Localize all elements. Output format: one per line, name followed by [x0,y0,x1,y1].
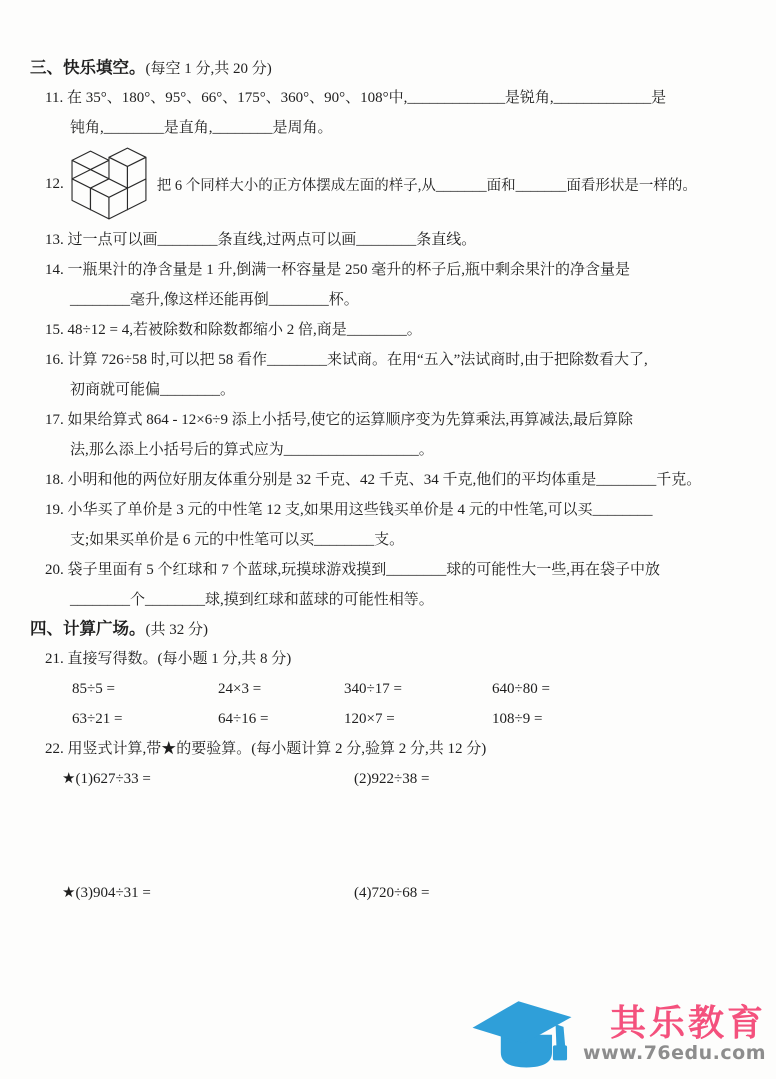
question-13-line: 13. 过一点可以画________条直线,过两点可以画________条直线。 [45,232,477,248]
vertical-calc-expression: ★(3)904÷31 = [62,885,151,901]
question-12-text: 把 6 个同样大小的正方体摆成左面的样子,从_______面和_______面看形状是一样的。 [156,177,697,194]
publisher-text-block [583,1002,766,1064]
question-22-row-1 [0,764,776,794]
question-15 [0,315,776,345]
question-15-line: 15. 48÷12 = 4,若被除数和除数都缩小 2 倍,商是________。 [45,322,422,338]
section-3-title [0,54,776,83]
question-21-header [0,644,776,674]
question-22-header-line: 22. 用竖式计算,带★的要验算。(每小题计算 2 分,验算 2 分,共 12 分) [45,741,487,757]
question-22-header [0,734,776,764]
question-19-line: 支;如果买单价是 6 元的中性笔可以买________支。 [70,532,405,548]
mental-math-expression: 340÷17 = [344,681,402,697]
mental-math-expression: 24×3 = [218,681,262,697]
mental-math-expression: 120×7 = [344,711,395,727]
question-20-line: 20. 袋子里面有 5 个红球和 7 个蓝球,玩摸球游戏摸到________球的可能性大一些,再在袋子中放 [45,562,661,578]
question-16-line: 16. 计算 726÷58 时,可以把 58 看作________来试商。在用“五入”法试商时,由于把除数看大了, [45,352,648,368]
question-19 [0,495,776,555]
section-4-title [0,615,776,644]
question-21-expressions [0,674,776,734]
vertical-calc-expression: ★(1)627÷33 = [62,771,151,787]
question-14-line: 14. 一瓶果汁的净含量是 1 升,倒满一杯容量是 250 毫升的杯子后,瓶中剩余果汁的净含量是 [45,262,631,278]
section-3-title-note: (每空 1 分,共 20 分) [145,61,272,77]
mental-math-expression: 63÷21 = [72,711,123,727]
question-18-line: 18. 小明和他的两位好朋友体重分别是 32 千克、42 千克、34 千克,他们的平均体重是________千克。 [45,472,702,488]
section-4-title-main: 四、计算广场。 [30,620,146,638]
cube-stack-figure [69,145,151,223]
publisher-logo [469,991,766,1075]
question-11-line: 11. 在 35°、180°、95°、66°、175°、360°、90°、108°中,_____________是锐角,_____________是 [45,90,667,106]
working-space [0,794,776,878]
question-14-line: ________毫升,像这样还能再倒________杯。 [70,292,359,308]
mental-math-expression: 640÷80 = [492,681,550,697]
question-16 [0,345,776,405]
question-17-line: 法,那么添上小括号后的算式应为__________________。 [70,442,434,458]
question-14 [0,255,776,315]
publisher-url: www.76edu.com [583,1042,766,1065]
question-18 [0,465,776,495]
question-22-row-2 [0,878,776,908]
question-20 [0,555,776,615]
question-13 [0,225,776,255]
question-11 [0,83,776,143]
question-12 [0,145,776,223]
mental-math-expression: 85÷5 = [72,681,115,697]
vertical-calc-expression: (2)922÷38 = [354,771,430,787]
mental-math-expression: 108÷9 = [492,711,543,727]
vertical-calc-expression: (4)720÷68 = [354,885,430,901]
section-3-title-main: 三、快乐填空。 [30,59,146,77]
question-21-header-line: 21. 直接写得数。(每小题 1 分,共 8 分) [45,651,292,667]
mental-math-expression: 64÷16 = [218,711,269,727]
publisher-name: 其乐教育 [609,1001,766,1043]
section-4-title-note: (共 32 分) [145,622,208,638]
question-11-line: 钝角,________是直角,________是周角。 [70,120,333,136]
question-17-line: 17. 如果给算式 864 - 12×6÷9 添上小括号,使它的运算顺序变为先算乘法,再算减法,最后算除 [45,412,633,428]
question-20-line: ________个________球,摸到红球和蓝球的可能性相等。 [70,592,434,608]
question-17 [0,405,776,465]
question-19-line: 19. 小华买了单价是 3 元的中性笔 12 支,如果用这些钱买单价是 4 元的中性笔,可以买________ [45,502,653,518]
question-12-number: 12. [45,175,64,192]
graduation-cap-icon [469,991,575,1075]
question-16-line: 初商就可能偏________。 [70,382,236,398]
